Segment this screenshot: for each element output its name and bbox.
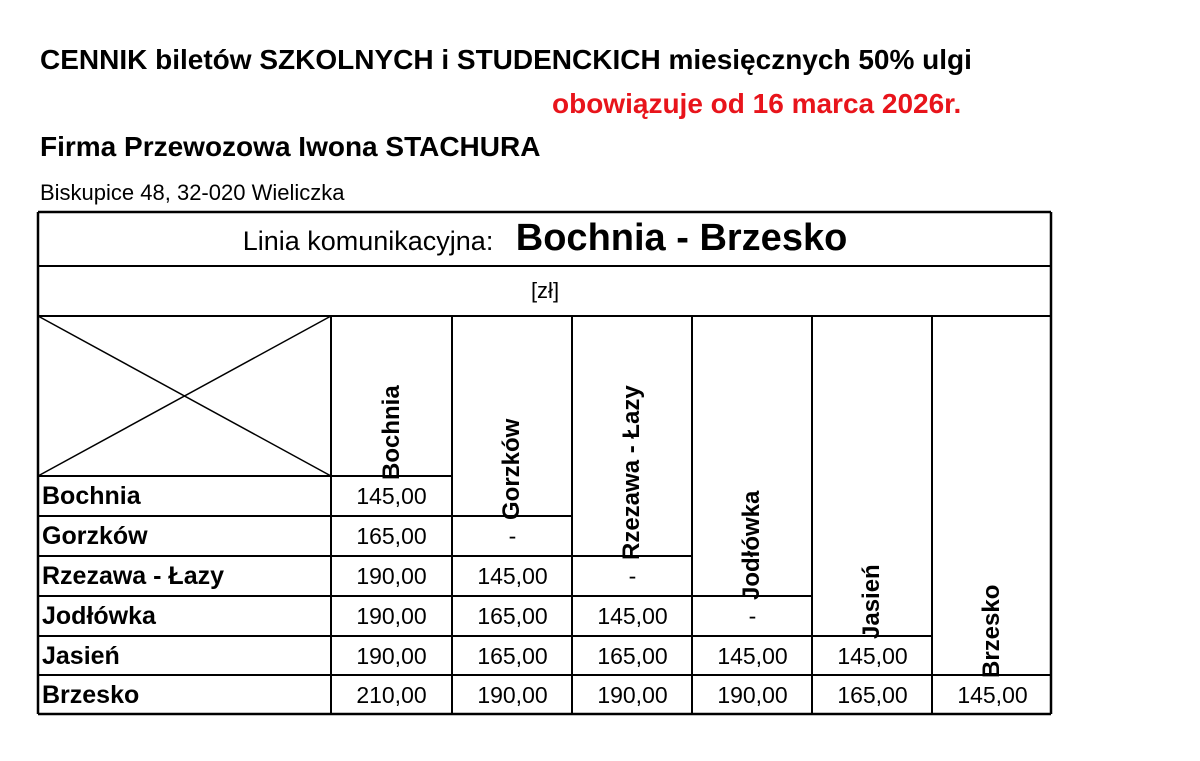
row-label: Rzezawa - Łazy (42, 562, 225, 590)
page-title: CENNIK biletów SZKOLNYCH i STUDENCKICH miesięcznych 50% ulgi (40, 44, 972, 75)
company-name: Firma Przewozowa Iwona STACHURA (40, 131, 541, 162)
row-label: Jodłówka (42, 602, 156, 630)
price-cell: 145,00 (597, 603, 668, 629)
price-cell: 145,00 (717, 643, 788, 669)
price-cell: 165,00 (597, 643, 668, 669)
price-cell: 145,00 (837, 643, 908, 669)
price-cell: 190,00 (356, 603, 427, 629)
price-cell: - (628, 563, 637, 589)
route-name: Bochnia - Brzesko (515, 217, 848, 259)
price-cell: - (508, 523, 517, 549)
price-cell: 190,00 (356, 643, 427, 669)
price-cell: 190,00 (717, 682, 788, 708)
price-cell: 190,00 (597, 682, 668, 708)
price-cell: 210,00 (356, 682, 427, 708)
row-label: Jasień (42, 642, 120, 670)
column-header-label: Jodłówka (738, 490, 765, 600)
price-cell: 190,00 (477, 682, 548, 708)
column-header-label: Rzezawa - Łazy (618, 385, 645, 560)
line-label: Linia komunikacyjna: (242, 226, 494, 256)
price-cell: 165,00 (477, 643, 548, 669)
column-header-label: Brzesko (977, 584, 1005, 678)
row-label: Gorzków (42, 522, 148, 550)
column-header-label: Jasień (858, 564, 885, 639)
price-cell: 145,00 (477, 563, 548, 589)
price-cell: 145,00 (356, 483, 427, 509)
price-cell: 190,00 (356, 563, 427, 589)
price-cell: 165,00 (837, 682, 908, 708)
column-header-label: Bochnia (377, 385, 405, 480)
column-header-label: Gorzków (498, 418, 525, 520)
price-cell: 165,00 (477, 603, 548, 629)
line-header (40, 213, 1050, 263)
price-cell: - (748, 603, 757, 629)
price-cell: 165,00 (356, 523, 427, 549)
price-cell: 145,00 (957, 682, 1028, 708)
row-label: Bochnia (42, 482, 141, 510)
company-address: Biskupice 48, 32-020 Wieliczka (40, 180, 345, 205)
valid-from-notice: obowiązuje od 16 marca 2026r. (552, 88, 962, 119)
currency-unit: [zł] (530, 278, 560, 303)
row-label: Brzesko (42, 681, 140, 709)
